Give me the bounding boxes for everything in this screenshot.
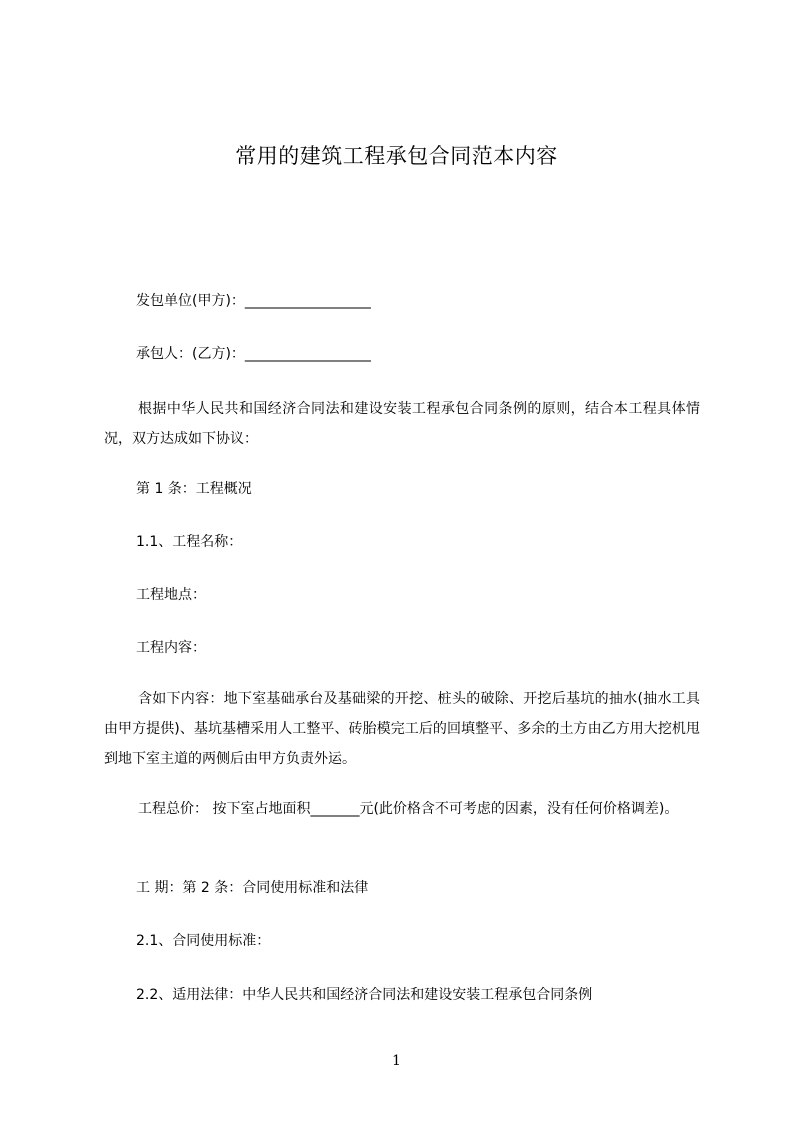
article-1-heading: 第 1 条：工程概况 — [136, 481, 252, 497]
party-a-line: 发包单位(甲方)：__________________ — [136, 293, 371, 309]
project-content-detail: 含如下内容：地下室基础承台及基础梁的开挖、桩头的破除、开挖后基坑的抽水(抽水工具由甲方提供)、基坑基槽采用人工整平、砖胎模完工后的回填整平、多余的土方由乙方用大挖机甩到地下室主道的两侧后由甲方负责外运。 — [104, 691, 700, 767]
item-2-1-standards: 2.1、合同使用标准： — [136, 933, 271, 949]
schedule-article-2-heading: 工 期：第 2 条：合同使用标准和法律 — [136, 880, 369, 896]
item-2-2-applicable-law: 2.2、适用法律：中华人民共和国经济合同法和建设安装工程承包合同条例 — [136, 987, 593, 1003]
project-location: 工程地点： — [136, 587, 206, 603]
intro-paragraph: 根据中华人民共和国经济合同法和建设安装工程承包合同条例的原则，结合本工程具体情况，双方达成如下协议： — [104, 401, 700, 447]
document-title: 常用的建筑工程承包合同范本内容 — [235, 144, 558, 168]
item-1-1-project-name: 1.1、工程名称： — [136, 534, 243, 550]
party-b-line: 承包人：(乙方)：__________________ — [136, 346, 371, 362]
total-price-paragraph: 工程总价： 按下室占地面积_______元(此价格含不可考虑的因素，没有任何价格调差)。 — [138, 801, 679, 817]
page-number: 1 — [392, 1053, 401, 1069]
project-content-label: 工程内容： — [136, 640, 206, 656]
